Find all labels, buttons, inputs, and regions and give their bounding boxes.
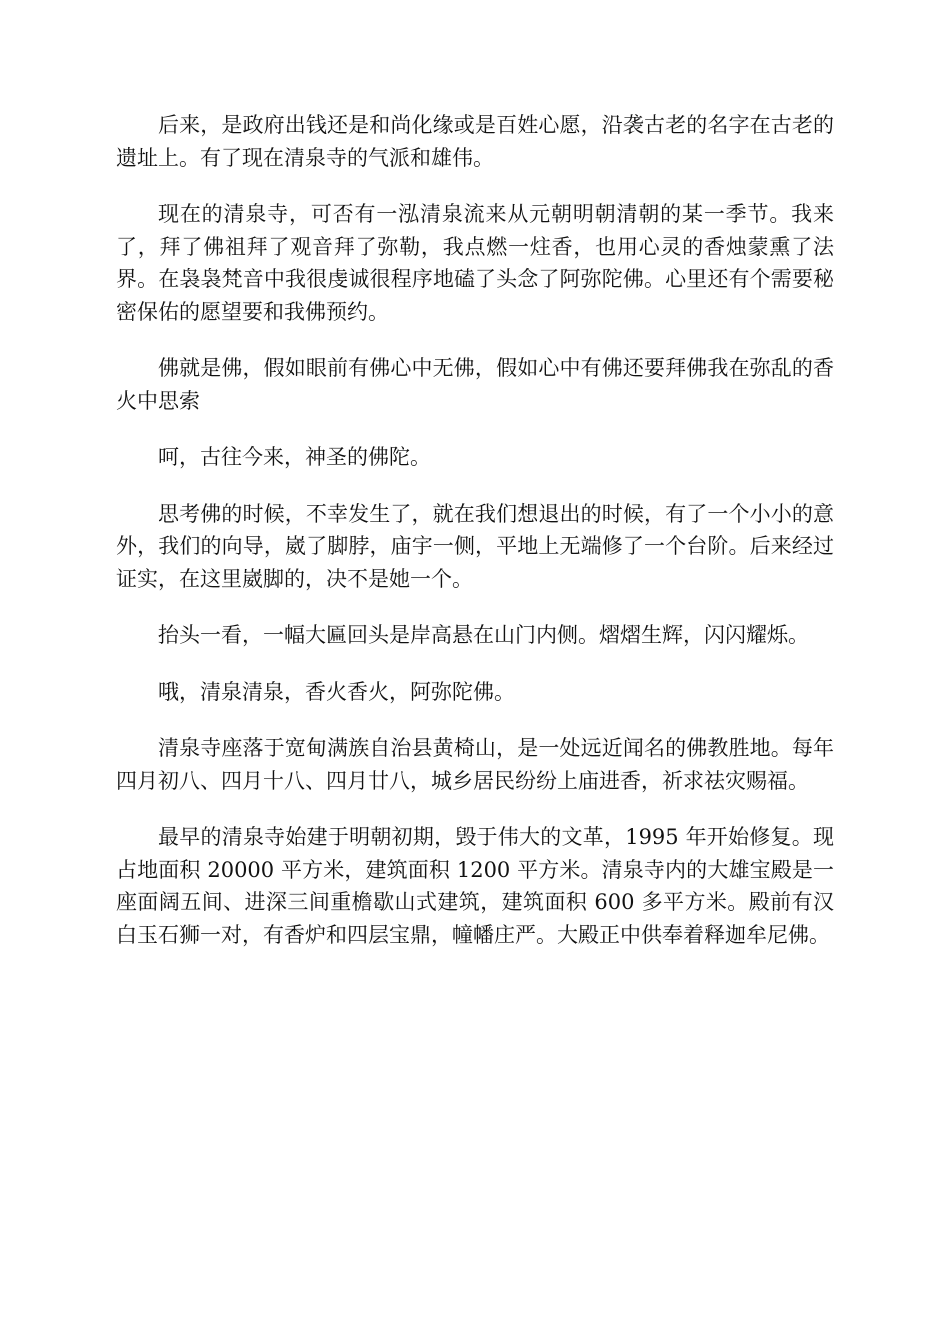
paragraph-8: 清泉寺座落于宽甸满族自治县黄椅山，是一处远近闻名的佛教胜地。每年四月初八、四月十八、四月廿八，城乡居民纷纷上庙进香，祈求祛灾赐福。	[116, 736, 834, 793]
paragraph-1: 后来，是政府出钱还是和尚化缘或是百姓心愿，沿袭古老的名字在古老的遗址上。有了现在清泉寺的气派和雄伟。	[116, 113, 834, 170]
paragraph-2: 现在的清泉寺，可否有一泓清泉流来从元朝明朝清朝的某一季节。我来了，拜了佛祖拜了观音拜了弥勒，我点燃一炷香，也用心灵的香烛蒙熏了法界。在袅袅梵音中我很虔诚很程序地磕了头念了阿弥陀佛。心里还有个需要秘密保佑的愿望要和我佛预约。	[116, 202, 834, 324]
document-page	[116, 109, 834, 975]
paragraph-3: 佛就是佛，假如眼前有佛心中无佛，假如心中有佛还要拜佛我在弥乱的香火中思索	[116, 356, 834, 413]
paragraph-9: 最早的清泉寺始建于明朝初期，毁于伟大的文革，1995 年开始修复。现占地面积 20000 平方米，建筑面积 1200 平方米。清泉寺内的大雄宝殿是一座面阔五间、进深三间重檐歇山式建筑，建筑面积 600 多平方米。殿前有汉白玉石狮一对，有香炉和四层宝鼎，幢幡庄严。大殿正中供奉着释迦牟尼佛。	[116, 825, 834, 947]
paragraph-4: 呵，古往今来，神圣的佛陀。	[158, 445, 431, 469]
paragraph-6: 抬头一看，一幅大匾回头是岸高悬在山门内侧。熠熠生辉，闪闪耀烁。	[158, 623, 809, 647]
paragraph-5: 思考佛的时候，不幸发生了，就在我们想退出的时候，有了一个小小的意外，我们的向导，崴了脚脖，庙宇一侧，平地上无端修了一个台阶。后来经过证实，在这里崴脚的，决不是她一个。	[116, 501, 834, 591]
paragraph-7: 哦，清泉清泉，香火香火，阿弥陀佛。	[158, 679, 515, 704]
